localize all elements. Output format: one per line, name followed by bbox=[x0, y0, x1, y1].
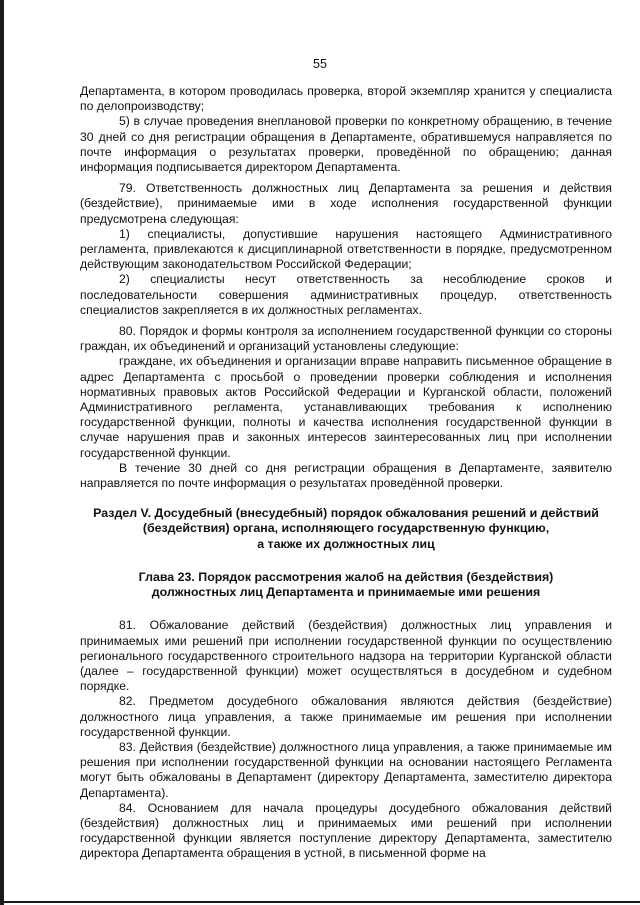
chapter-heading-line: Глава 23. Порядок рассмотрения жалоб на действия (бездействия) bbox=[138, 569, 554, 584]
paragraph: 5) в случае проведения внеплановой проверки по конкретному обращению, в течение 30 дней со дня регистрации обращения в Департаменте, обратившемуся направляется по почте информация о результатах проверки, проведённой по обращению; данная информация подписывается директором Департамента. bbox=[80, 114, 612, 175]
chapter-heading-line: должностных лиц Департамента и принимаемые ими решения bbox=[151, 585, 541, 600]
scan-left-edge bbox=[0, 0, 4, 905]
paragraph: граждане, их объединения и организации вправе направить письменное обращение в адрес Департамента с просьбой о проведении проверки соблюдения и исполнения нормативных правовых актов Российской Федерации и Курганской области, положений Административного регламента, устанавливающих требования к исполнению государственной функции, полноты и качества исполнения государственной функции в случае нарушения прав и законных интересов заинтересованных лиц при исполнении государственной функции. bbox=[80, 354, 612, 460]
paragraph: 82. Предметом досудебного обжалования являются действия (бездействие) должностного лица управления, а также принимаемые им решения при исполнении государственной функции. bbox=[80, 694, 612, 739]
document-body bbox=[80, 84, 612, 862]
paragraph: 80. Порядок и формы контроля за исполнением государственной функции со стороны граждан, их объединений и организаций установлены следующие: bbox=[80, 324, 612, 354]
paragraph: 79. Ответственность должностных лиц Департамента за решения и действия (бездействие), принимаемые ими в ходе исполнения государственной функции предусмотрена следующая: bbox=[80, 181, 612, 226]
scan-bottom-edge bbox=[0, 901, 640, 903]
paragraph: 81. Обжалование действий (бездействия) должностных лиц управления и принимаемых ими решений при исполнении государственной функции по осуществлению регионального государственного строительного надзора на территории Курганской области (далее – государственной функции) может осуществляться в досудебном и судебном порядке. bbox=[80, 618, 612, 694]
paragraphs-before bbox=[80, 84, 612, 491]
paragraph: 2) специалисты несут ответственность за несоблюдение сроков и последовательности совершения административных процедур, ответственность специалистов закрепляется в их должностных регламентах. bbox=[80, 272, 612, 317]
section-heading-line: (бездействия) органа, исполняющего государственную функцию, bbox=[142, 521, 550, 536]
chapter-heading bbox=[80, 570, 612, 600]
paragraphs-after bbox=[80, 618, 612, 861]
page-number: 55 bbox=[313, 57, 327, 71]
paragraph: В течение 30 дней со дня регистрации обращения в Департаменте, заявителю направляется по почте информация о результатах проведённой проверки. bbox=[80, 460, 612, 491]
section-heading-line: а также их должностных лиц bbox=[257, 536, 435, 551]
paragraph: 1) специалисты, допустившие нарушения настоящего Административного регламента, привлекаются к дисциплинарной ответственности в порядке, предусмотренном действующим законодательством Российской Федерации; bbox=[80, 226, 612, 272]
section-heading-line: Раздел V. Досудебный (внесудебный) порядок обжалования решений и действий bbox=[93, 506, 599, 521]
paragraph: Департамента, в котором проводилась проверка, второй экземпляр хранится у специалиста по делопроизводству; bbox=[80, 84, 612, 114]
section-heading bbox=[80, 506, 612, 552]
paragraph: 84. Основанием для начала процедуры досудебного обжалования действий (бездействия) должностных лиц и принимаемых ими решений при исполнении государственной функции является поступление директору Департамента, заместителю директора Департамента обращения в устной, в письменной форме на bbox=[80, 800, 612, 861]
paragraph: 83. Действия (бездействие) должностного лица управления, а также принимаемые им решения при исполнении государственной функции на основании настоящего Регламента могут быть обжалованы в Департамент (директору Департамента, заместителю директора Департамента). bbox=[80, 739, 612, 800]
